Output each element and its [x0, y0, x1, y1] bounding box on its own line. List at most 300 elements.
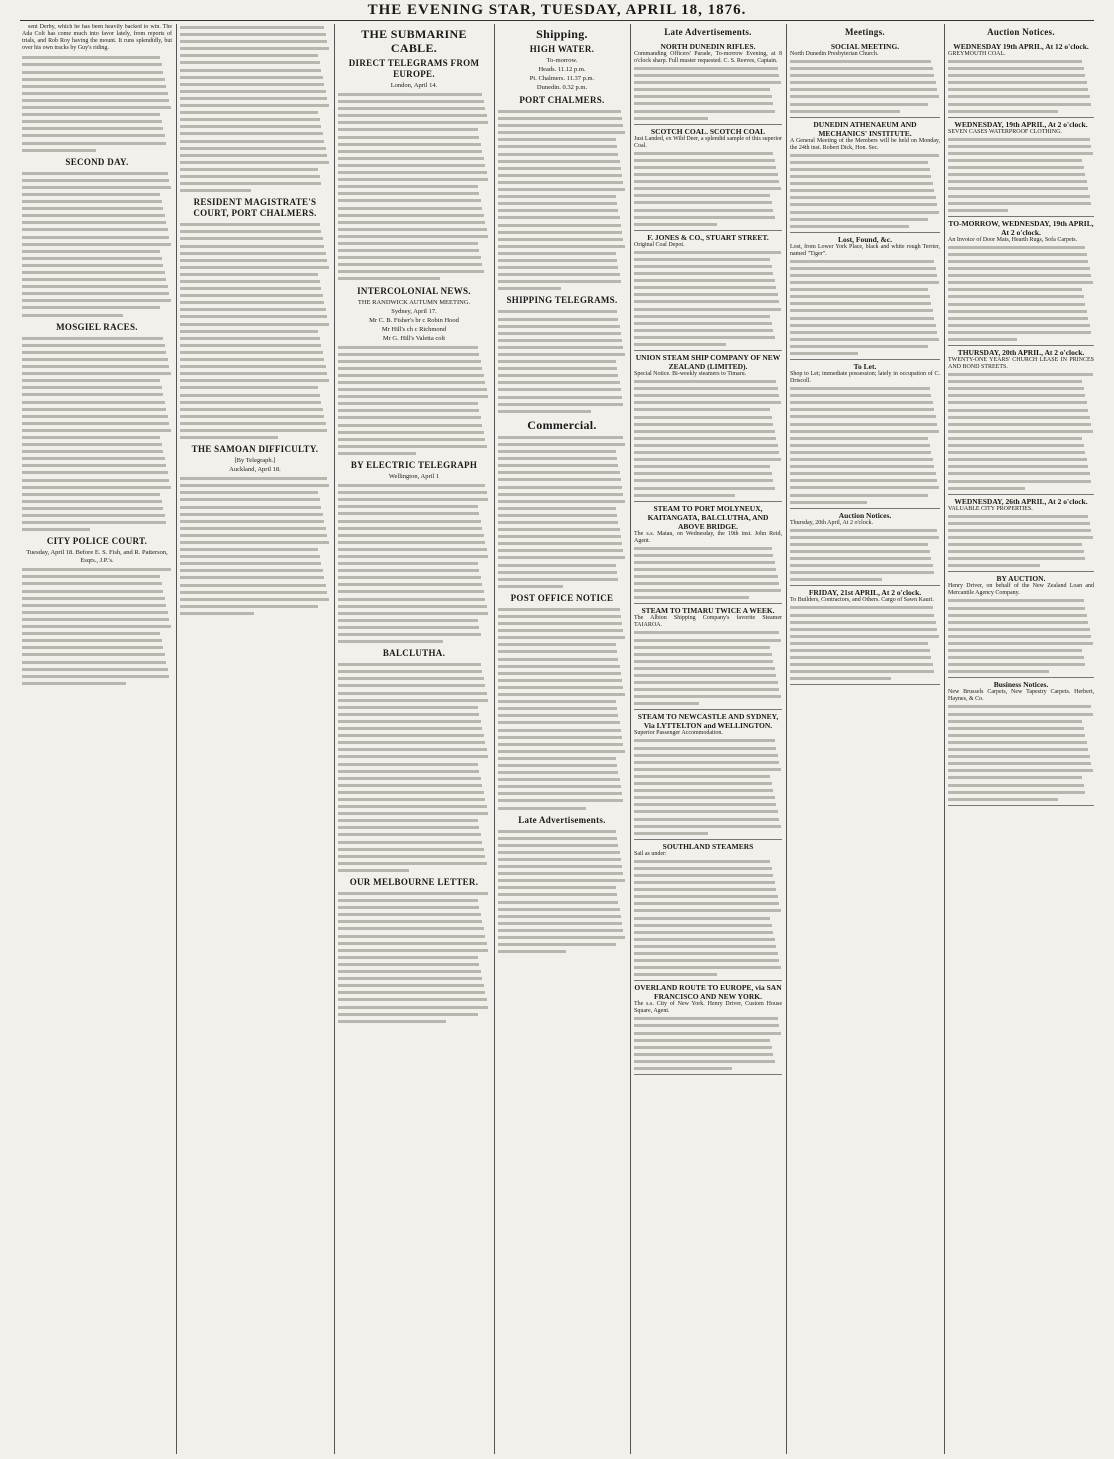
text-line — [180, 81, 324, 88]
text-line — [634, 950, 778, 957]
text-line — [948, 286, 1082, 293]
text-line — [634, 545, 772, 552]
text-line — [338, 422, 482, 429]
text-line — [338, 824, 479, 831]
text-line — [22, 205, 163, 212]
text-line — [22, 297, 171, 304]
text-line — [180, 116, 320, 123]
text-line — [338, 968, 481, 975]
text-line — [498, 386, 621, 393]
text-line — [634, 936, 775, 943]
text-line — [790, 350, 858, 357]
text-line — [22, 132, 165, 139]
text-line — [22, 519, 166, 526]
text-line — [634, 922, 772, 929]
text-line — [22, 342, 165, 349]
text-line — [948, 272, 1091, 279]
text-line — [790, 93, 939, 100]
text-line — [498, 805, 586, 812]
text-line — [22, 104, 171, 111]
text-line — [22, 644, 163, 651]
text-line — [180, 560, 321, 567]
text-line — [948, 185, 1088, 192]
text-line — [338, 775, 481, 782]
advertisement — [634, 40, 782, 125]
text-line — [22, 469, 168, 476]
text-line — [22, 219, 166, 226]
advertisement-body: Just Landed, ex Wild Deer, a splendid sample of this superior Coal. — [634, 135, 782, 149]
text-line — [338, 989, 485, 996]
text-line — [338, 344, 478, 351]
text-line — [498, 151, 618, 158]
col4-text-block-d — [498, 606, 626, 812]
text-line — [948, 463, 1088, 470]
text-line — [498, 136, 616, 143]
advertisement-filler — [790, 385, 940, 506]
text-line — [948, 739, 1087, 746]
text-line — [338, 525, 482, 532]
text-line — [338, 233, 488, 240]
text-line — [498, 684, 623, 691]
text-line — [338, 897, 478, 904]
text-line — [948, 193, 1090, 200]
advertisement-filler — [948, 244, 1094, 343]
advertisement-title: Auction Notices. — [838, 510, 892, 520]
text-line — [498, 863, 622, 870]
text-line — [790, 329, 937, 336]
text-line — [634, 256, 770, 263]
text-line — [790, 654, 931, 661]
text-line — [338, 567, 479, 574]
text-line — [22, 83, 166, 90]
text-line — [498, 734, 622, 741]
text-line — [790, 619, 936, 626]
text-line — [948, 456, 1087, 463]
text-line — [338, 933, 485, 940]
col1-text-block-c — [22, 335, 172, 534]
text-line — [498, 344, 623, 351]
text-line — [180, 370, 327, 377]
text-line — [948, 619, 1088, 626]
text-line — [338, 489, 487, 496]
text-line — [948, 640, 1093, 647]
text-line — [634, 886, 776, 893]
text-line — [498, 656, 618, 663]
text-line — [338, 496, 488, 503]
advertisement-body: To Builders, Contractors, and Others. Cargo of Sawn Kauri. — [790, 597, 934, 604]
text-line — [948, 718, 1082, 725]
text-line — [498, 455, 617, 462]
advertisement-filler — [634, 249, 782, 348]
text-line — [338, 911, 481, 918]
text-line — [948, 244, 1085, 251]
text-line — [634, 686, 779, 693]
text-line — [634, 207, 773, 214]
text-line — [948, 647, 1082, 654]
text-line — [498, 165, 621, 172]
advertisement-filler — [634, 1015, 782, 1072]
text-line — [180, 504, 321, 511]
text-line — [180, 313, 327, 320]
text-line — [22, 349, 166, 356]
text-line — [634, 830, 708, 837]
advertisement-title: THURSDAY, 20th APRIL, At 2 o'clock. — [957, 348, 1085, 358]
text-line — [498, 891, 617, 898]
text-line — [948, 782, 1084, 789]
text-line — [498, 257, 617, 264]
text-line — [498, 613, 621, 620]
text-line — [22, 616, 169, 623]
text-line — [180, 363, 326, 370]
text-line — [634, 421, 773, 428]
text-line — [790, 58, 931, 65]
text-line — [498, 243, 625, 250]
text-line — [948, 86, 1088, 93]
text-line — [338, 975, 482, 982]
text-line — [498, 797, 623, 804]
col2-text-block-c — [180, 475, 330, 617]
text-line — [498, 365, 617, 372]
text-line — [948, 378, 1082, 385]
text-line — [338, 761, 478, 768]
text-line — [634, 766, 781, 773]
text-line — [22, 680, 126, 687]
text-line — [948, 329, 1091, 336]
text-line — [338, 638, 443, 645]
text-line — [634, 1030, 781, 1037]
text-line — [338, 205, 482, 212]
submarine-cable-heading: THE SUBMARINE CABLE. — [361, 27, 467, 55]
text-line — [338, 782, 482, 789]
text-line — [634, 872, 773, 879]
text-line — [338, 510, 479, 517]
text-line — [338, 400, 478, 407]
text-line — [180, 406, 323, 413]
text-line — [634, 72, 779, 79]
text-line — [498, 200, 617, 207]
text-line — [634, 665, 775, 672]
text-line — [790, 534, 939, 541]
text-line — [790, 576, 882, 583]
text-line — [948, 626, 1090, 633]
text-line — [498, 663, 620, 670]
advertisement-body: Superior Passenger Accommodation. — [634, 730, 723, 737]
text-line — [634, 157, 775, 164]
text-line — [790, 548, 930, 555]
text-line — [634, 306, 781, 313]
text-line — [790, 272, 937, 279]
text-line — [790, 101, 928, 108]
text-line — [790, 463, 934, 470]
advertisement-title: TO-MORROW, WEDNESDAY, 19th APRIL, At 2 o'clock. — [948, 218, 1094, 237]
text-line — [634, 1051, 773, 1058]
text-line — [634, 428, 775, 435]
column-divider — [334, 24, 335, 1454]
text-line — [790, 279, 939, 286]
text-line — [634, 780, 772, 787]
text-line — [634, 644, 770, 651]
text-line — [948, 108, 1058, 115]
text-line — [22, 356, 168, 363]
text-line — [948, 251, 1087, 258]
text-line — [498, 172, 622, 179]
text-line — [338, 860, 487, 867]
text-line — [22, 659, 166, 666]
text-line — [948, 385, 1084, 392]
text-line — [338, 940, 487, 947]
advertisement-body: TWENTY-ONE YEARS' CHURCH LEASE IN PRINCES AND BOND STREETS. — [948, 357, 1094, 371]
text-line — [634, 463, 770, 470]
text-line — [790, 315, 934, 322]
text-line — [498, 748, 625, 755]
advertisement-filler — [634, 858, 782, 979]
advertisement-filler — [634, 629, 782, 707]
text-line — [634, 915, 770, 922]
text-line — [790, 647, 930, 654]
text-line — [634, 456, 781, 463]
text-line — [180, 525, 326, 532]
advertisement-body: VALUABLE CITY PROPERTIES. — [948, 505, 1033, 512]
text-line — [22, 241, 171, 248]
text-line — [634, 957, 779, 964]
text-line — [790, 216, 928, 223]
text-line — [948, 293, 1084, 300]
text-line — [634, 214, 775, 221]
text-line — [180, 553, 320, 560]
text-line — [948, 164, 1084, 171]
text-line — [634, 1058, 775, 1065]
text-line — [634, 270, 773, 277]
text-line — [180, 145, 326, 152]
text-line — [948, 315, 1088, 322]
advertisement-filler — [948, 703, 1094, 802]
text-line — [634, 794, 775, 801]
text-line — [180, 123, 321, 130]
column-3 — [338, 24, 490, 1454]
text-line — [634, 79, 781, 86]
text-line — [634, 893, 778, 900]
text-line — [948, 562, 1040, 569]
text-line — [634, 1022, 779, 1029]
column-1 — [22, 24, 172, 1454]
text-line — [338, 846, 484, 853]
text-line — [22, 455, 165, 462]
advertisement-filler — [790, 152, 940, 230]
text-line — [180, 166, 318, 173]
text-line — [338, 546, 487, 553]
text-line — [790, 166, 930, 173]
text-line — [634, 823, 781, 830]
text-line — [498, 877, 625, 884]
text-line — [22, 413, 168, 420]
text-line — [948, 789, 1085, 796]
port-chalmers-heading: PORT CHALMERS. — [519, 95, 605, 105]
text-line — [22, 54, 160, 61]
text-line — [180, 228, 321, 235]
text-line — [22, 111, 160, 118]
text-line — [22, 588, 163, 595]
text-line — [180, 109, 318, 116]
text-line — [634, 773, 770, 780]
text-line — [338, 581, 482, 588]
text-line — [498, 108, 621, 115]
text-line — [22, 276, 166, 283]
text-line — [634, 93, 772, 100]
text-line — [498, 627, 623, 634]
text-line — [634, 171, 778, 178]
text-line — [498, 719, 620, 726]
text-line — [180, 292, 323, 299]
advertisement-body: Henry Driver, on behalf of the New Zealand Loan and Mercantile Agency Company. — [948, 583, 1094, 597]
advertisement-filler — [948, 58, 1094, 115]
text-line — [22, 248, 160, 255]
text-line — [22, 580, 162, 587]
advertisement-body: New Brussels Carpets, New Tapestry Carpets. Herbert, Haynes, & Co. — [948, 689, 1094, 703]
text-line — [180, 482, 329, 489]
text-line — [634, 334, 775, 341]
text-line — [634, 470, 772, 477]
advertisement-filler — [948, 513, 1094, 570]
text-line — [338, 668, 482, 675]
text-line — [338, 503, 478, 510]
text-line — [22, 477, 169, 484]
text-line — [498, 358, 616, 365]
column-6 — [790, 24, 940, 1454]
text-line — [338, 810, 488, 817]
text-line — [790, 173, 931, 180]
text-line — [180, 38, 327, 45]
samoa-place: Auckland, April 18. — [229, 466, 281, 474]
text-line — [180, 31, 326, 38]
text-line — [498, 554, 625, 561]
text-line — [180, 518, 324, 525]
advertisement-body: An Invoice of Door Mats, Hearth Rugs, Sofa Carpets. — [948, 236, 1078, 243]
text-line — [790, 180, 933, 187]
col4-text-block-e — [498, 828, 626, 956]
text-line — [22, 462, 166, 469]
advertisement-body: Original Coal Depot. — [634, 241, 685, 248]
text-line — [634, 693, 781, 700]
text-line — [634, 399, 781, 406]
text-line — [338, 553, 488, 560]
text-line — [790, 612, 934, 619]
text-line — [498, 401, 623, 408]
text-line — [634, 658, 773, 665]
text-line — [790, 159, 928, 166]
text-line — [634, 406, 770, 413]
tomorrow-label: To-morrow. — [546, 57, 578, 64]
text-line — [22, 666, 168, 673]
text-line — [22, 377, 160, 384]
column-divider — [630, 24, 631, 1454]
col1-text-block-b — [22, 170, 172, 319]
advertisement-body: GREYMOUTH COAL. — [948, 51, 1006, 57]
text-line — [498, 186, 625, 193]
text-line — [180, 159, 329, 166]
text-line — [338, 247, 479, 254]
text-line — [790, 399, 933, 406]
text-line — [634, 552, 773, 559]
text-line — [498, 526, 620, 533]
advertisement-title: STEAM TO NEWCASTLE AND SYDNEY, Via LYTTELTON and WELLINGTON. — [637, 712, 779, 731]
high-water-heading: HIGH WATER. — [529, 44, 595, 54]
text-line — [498, 583, 563, 590]
advertisement-title: SOUTHLAND STEAMERS — [662, 841, 754, 851]
text-line — [498, 462, 618, 469]
text-line — [180, 603, 318, 610]
text-line — [22, 170, 168, 177]
text-line — [180, 187, 251, 194]
text-line — [338, 817, 478, 824]
text-line — [22, 198, 162, 205]
column-divider — [786, 24, 787, 1454]
text-line — [338, 240, 478, 247]
text-line — [180, 489, 318, 496]
text-line — [22, 434, 160, 441]
text-line — [790, 421, 937, 428]
text-line — [338, 739, 485, 746]
text-line — [948, 279, 1093, 286]
text-line — [180, 596, 329, 603]
text-line — [180, 257, 327, 264]
text-line — [338, 197, 481, 204]
melbourne-letter-heading: OUR MELBOURNE LETTER. — [349, 877, 479, 887]
text-line — [180, 74, 323, 81]
text-line — [338, 105, 485, 112]
text-line — [790, 343, 928, 350]
advertisement — [948, 495, 1094, 573]
text-line — [22, 118, 162, 125]
text-line — [22, 384, 162, 391]
direct-telegrams-heading: DIRECT TELEGRAMS FROM EUROPE. — [348, 58, 480, 79]
text-line — [634, 964, 781, 971]
text-line — [338, 624, 479, 631]
text-line — [948, 101, 1091, 108]
text-line — [180, 539, 329, 546]
advertisement — [790, 360, 940, 509]
text-line — [498, 948, 566, 955]
text-line — [338, 1011, 478, 1018]
text-line — [338, 982, 484, 989]
text-line — [790, 435, 928, 442]
advertisement-title: BY AUCTION. — [996, 574, 1046, 584]
advertisement-title: F. JONES & CO., STUART STREET. — [647, 232, 769, 242]
text-line — [180, 532, 327, 539]
text-line — [338, 925, 484, 932]
text-line — [22, 448, 163, 455]
text-line — [22, 290, 169, 297]
advertisement-body: Lost, from Lower York Place, black and white rough Terrier, named "Tiger". — [790, 243, 940, 257]
text-line — [338, 603, 487, 610]
high-water-heads: Heads. 11.12 p.m. — [538, 66, 586, 73]
text-line — [338, 407, 479, 414]
text-line — [22, 427, 171, 434]
text-line — [948, 392, 1085, 399]
text-line — [498, 547, 623, 554]
text-line — [948, 428, 1093, 435]
text-line — [22, 363, 169, 370]
text-line — [790, 449, 931, 456]
text-line — [634, 442, 778, 449]
text-line — [338, 358, 481, 365]
text-line — [498, 620, 622, 627]
text-line — [948, 485, 1025, 492]
samoa-heading: THE SAMOAN DIFFICULTY. — [191, 444, 319, 455]
text-line — [790, 456, 933, 463]
text-line — [498, 913, 621, 920]
text-line — [498, 143, 617, 150]
electric-telegraph-heading: BY ELECTRIC TELEGRAPH — [350, 460, 478, 471]
